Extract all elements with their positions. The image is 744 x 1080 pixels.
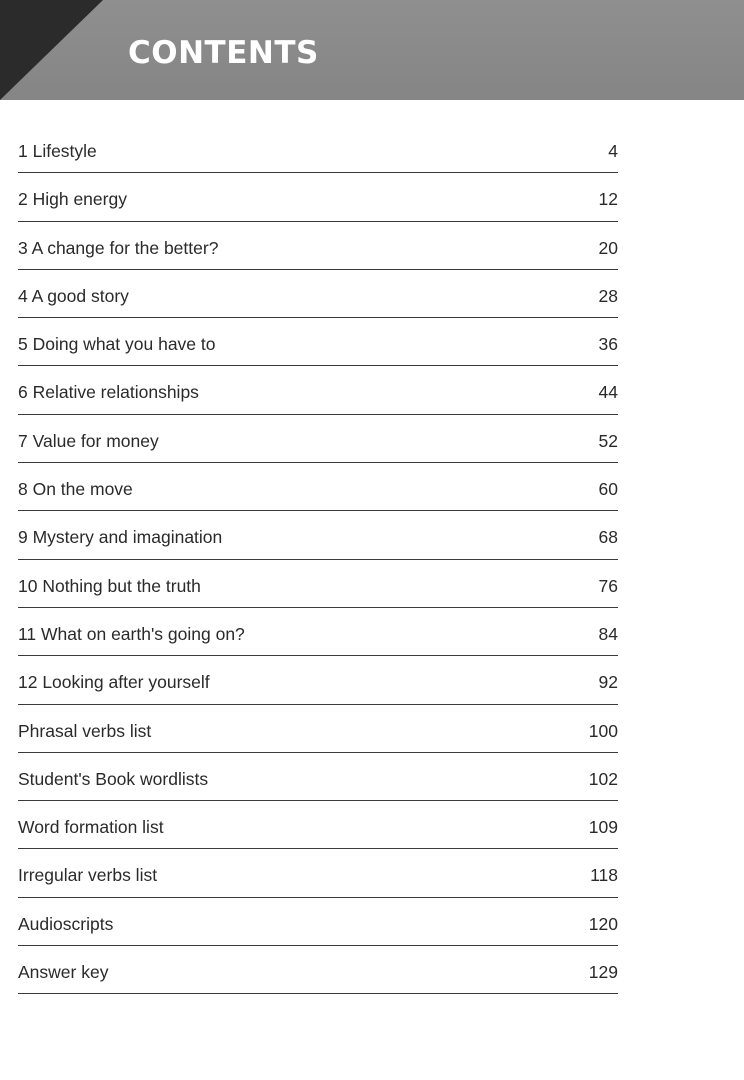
toc-entry-title: 7 Value for money: [18, 430, 159, 451]
toc-entry-page: 92: [598, 672, 618, 693]
toc-entry-title: 2 High energy: [18, 189, 127, 210]
toc-entry-page: 102: [588, 768, 618, 789]
toc-entry-title: 8 On the move: [18, 479, 133, 500]
toc-entry-page: 76: [598, 575, 618, 596]
toc-entry-page: 120: [588, 913, 618, 934]
toc-entry-page: 84: [598, 623, 618, 644]
toc-entry: [18, 463, 618, 511]
toc-entry: [18, 705, 618, 753]
toc-entry: [18, 608, 618, 656]
header-corner-triangle: [0, 0, 103, 100]
toc-entry-page: 52: [598, 430, 618, 451]
toc-entry-page: 118: [590, 865, 618, 886]
toc-entry-page: 28: [598, 285, 618, 306]
toc-entry: [18, 318, 618, 366]
toc-entry-title: Student's Book wordlists: [18, 768, 209, 789]
toc-entry-page: 4: [608, 141, 618, 161]
toc-entry-title: 1 Lifestyle: [18, 141, 97, 161]
header-banner: [0, 0, 744, 100]
toc-entry-page: 129: [588, 962, 618, 983]
toc-entry: [18, 366, 618, 414]
toc-entry-title: Irregular verbs list: [18, 865, 158, 886]
toc-entry: [18, 415, 618, 463]
toc-entry-title: Word formation list: [18, 817, 164, 838]
toc-entry: [18, 753, 618, 801]
toc-entry-title: 9 Mystery and imagination: [18, 527, 223, 548]
toc-entry-title: Phrasal verbs list: [18, 720, 152, 741]
toc-entry: [18, 173, 618, 221]
toc-entry-title: 10 Nothing but the truth: [18, 575, 201, 596]
toc-entry-page: 12: [598, 189, 618, 210]
toc-entry: [18, 222, 618, 270]
toc-entry: [18, 801, 618, 849]
toc-entry-page: 109: [588, 817, 618, 838]
page-title: CONTENTS: [128, 35, 319, 71]
toc-entry-title: 6 Relative relationships: [18, 382, 199, 403]
toc-entry: [18, 560, 618, 608]
toc-entry-title: 11 What on earth's going on?: [18, 623, 245, 644]
toc-entry: [18, 946, 618, 994]
toc-entry: [18, 270, 618, 318]
toc-entry-page: 68: [598, 527, 618, 548]
table-of-contents: [18, 125, 618, 994]
toc-entry-page: 60: [598, 479, 618, 500]
toc-entry-title: Audioscripts: [18, 913, 114, 934]
toc-entry-page: 100: [588, 720, 618, 741]
toc-entry-title: 5 Doing what you have to: [18, 334, 216, 355]
toc-entry: [18, 849, 618, 897]
toc-entry-title: 12 Looking after yourself: [18, 672, 210, 693]
toc-entry-title: Answer key: [18, 962, 109, 983]
toc-entry: [18, 125, 618, 173]
toc-entry-page: 20: [598, 237, 618, 258]
toc-entry-title: 3 A change for the better?: [18, 237, 219, 258]
toc-entry: [18, 898, 618, 946]
toc-entry: [18, 511, 618, 559]
toc-entry-page: 36: [598, 334, 618, 355]
toc-entry-page: 44: [598, 382, 618, 403]
toc-entry: [18, 656, 618, 704]
toc-entry-title: 4 A good story: [18, 285, 129, 306]
